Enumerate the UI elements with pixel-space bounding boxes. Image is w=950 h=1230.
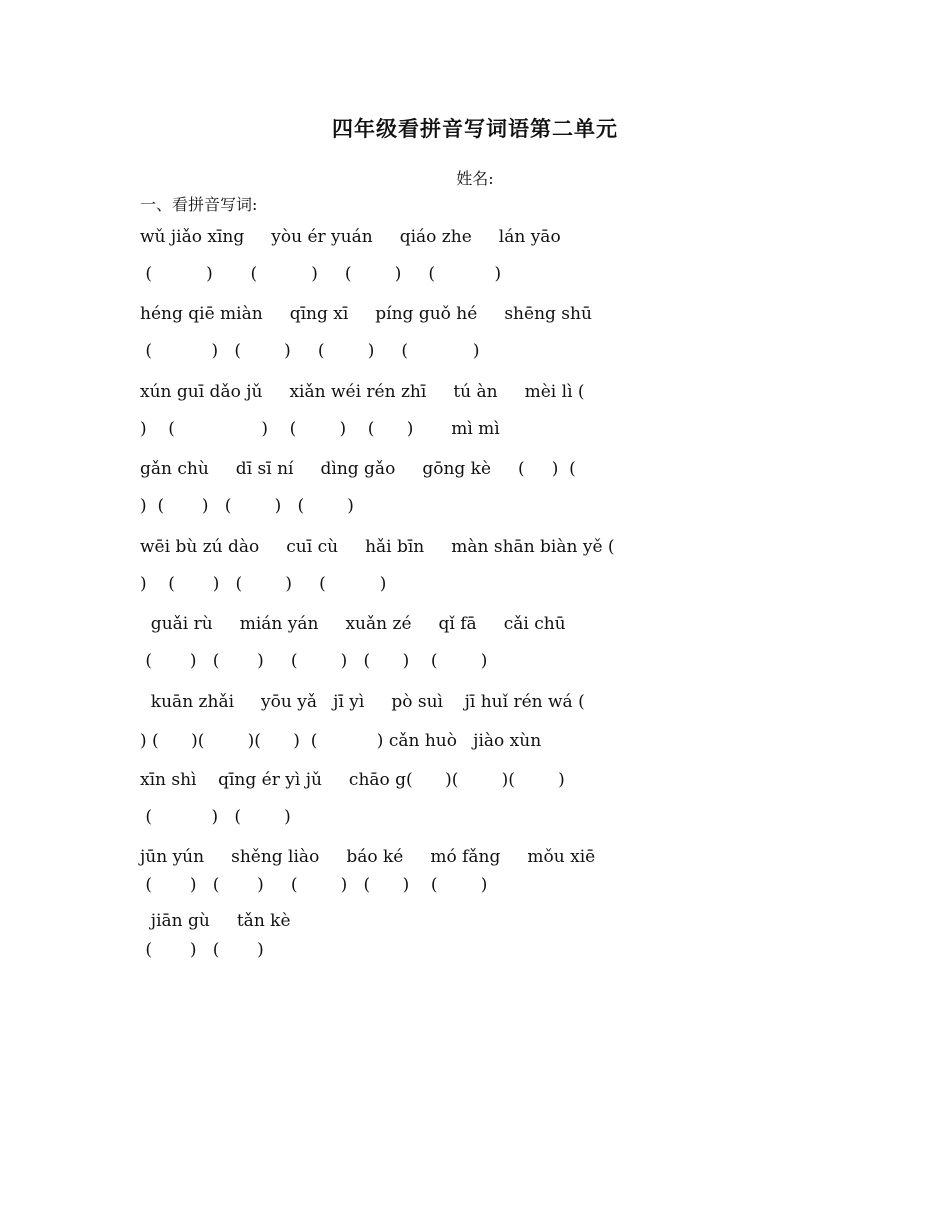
pinyin-line: xīn shì qīng ér yì jǔ chāo g( )( )( ) (140, 770, 565, 790)
page-title: 四年级看拼音写词语第二单元 (332, 116, 618, 141)
answer-line: ( ) ( ) ( ) ( ) (140, 264, 502, 284)
answer-line: ( ) ( ) ( ) ( ) ( ) (140, 875, 488, 895)
pinyin-line: wǔ jiǎo xīng yòu ér yuán qiáo zhe lán yāo (140, 227, 561, 247)
pinyin-line: jiān gù tǎn kè (140, 911, 291, 931)
answer-line: ) ( ) ( ) ( ) (140, 574, 387, 594)
pinyin-line: héng qiē miàn qīng xī píng guǒ hé shēng shū (140, 304, 592, 324)
pinyin-line: wēi bù zú dào cuī cù hǎi bīn màn shān biàn yě ( (140, 537, 615, 557)
pinyin-line: jūn yún shěng liào báo ké mó fǎng mǒu xiē (140, 847, 596, 867)
pinyin-line: gǎn chù dī sī ní dìng gǎo gōng kè ( ) ( (140, 459, 576, 479)
pinyin-line: xún guī dǎo jǔ xiǎn wéi rén zhī tú àn mèi lì ( (140, 382, 585, 402)
pinyin-line: kuān zhǎi yōu yǎ jī yì pò suì jī huǐ rén wá ( (140, 692, 585, 712)
name-label: 姓名: (456, 169, 494, 188)
pinyin-line: guǎi rù mián yán xuǎn zé qǐ fā cǎi chū (140, 614, 566, 634)
answer-line: ( ) ( ) ( ) ( ) ( ) (140, 651, 488, 671)
answer-line: ( ) ( ) (140, 940, 264, 960)
answer-line: ) ( )( )( ) ( ) cǎn huò jiào xùn (140, 731, 542, 751)
answer-line: ) ( ) ( ) ( ) (140, 496, 354, 516)
section-heading: 一、看拼音写词: (140, 195, 258, 214)
answer-line: ( ) ( ) (140, 807, 291, 827)
answer-line: ( ) ( ) ( ) ( ) (140, 341, 480, 361)
answer-line: ) ( ) ( ) ( ) mì mì (140, 419, 500, 439)
